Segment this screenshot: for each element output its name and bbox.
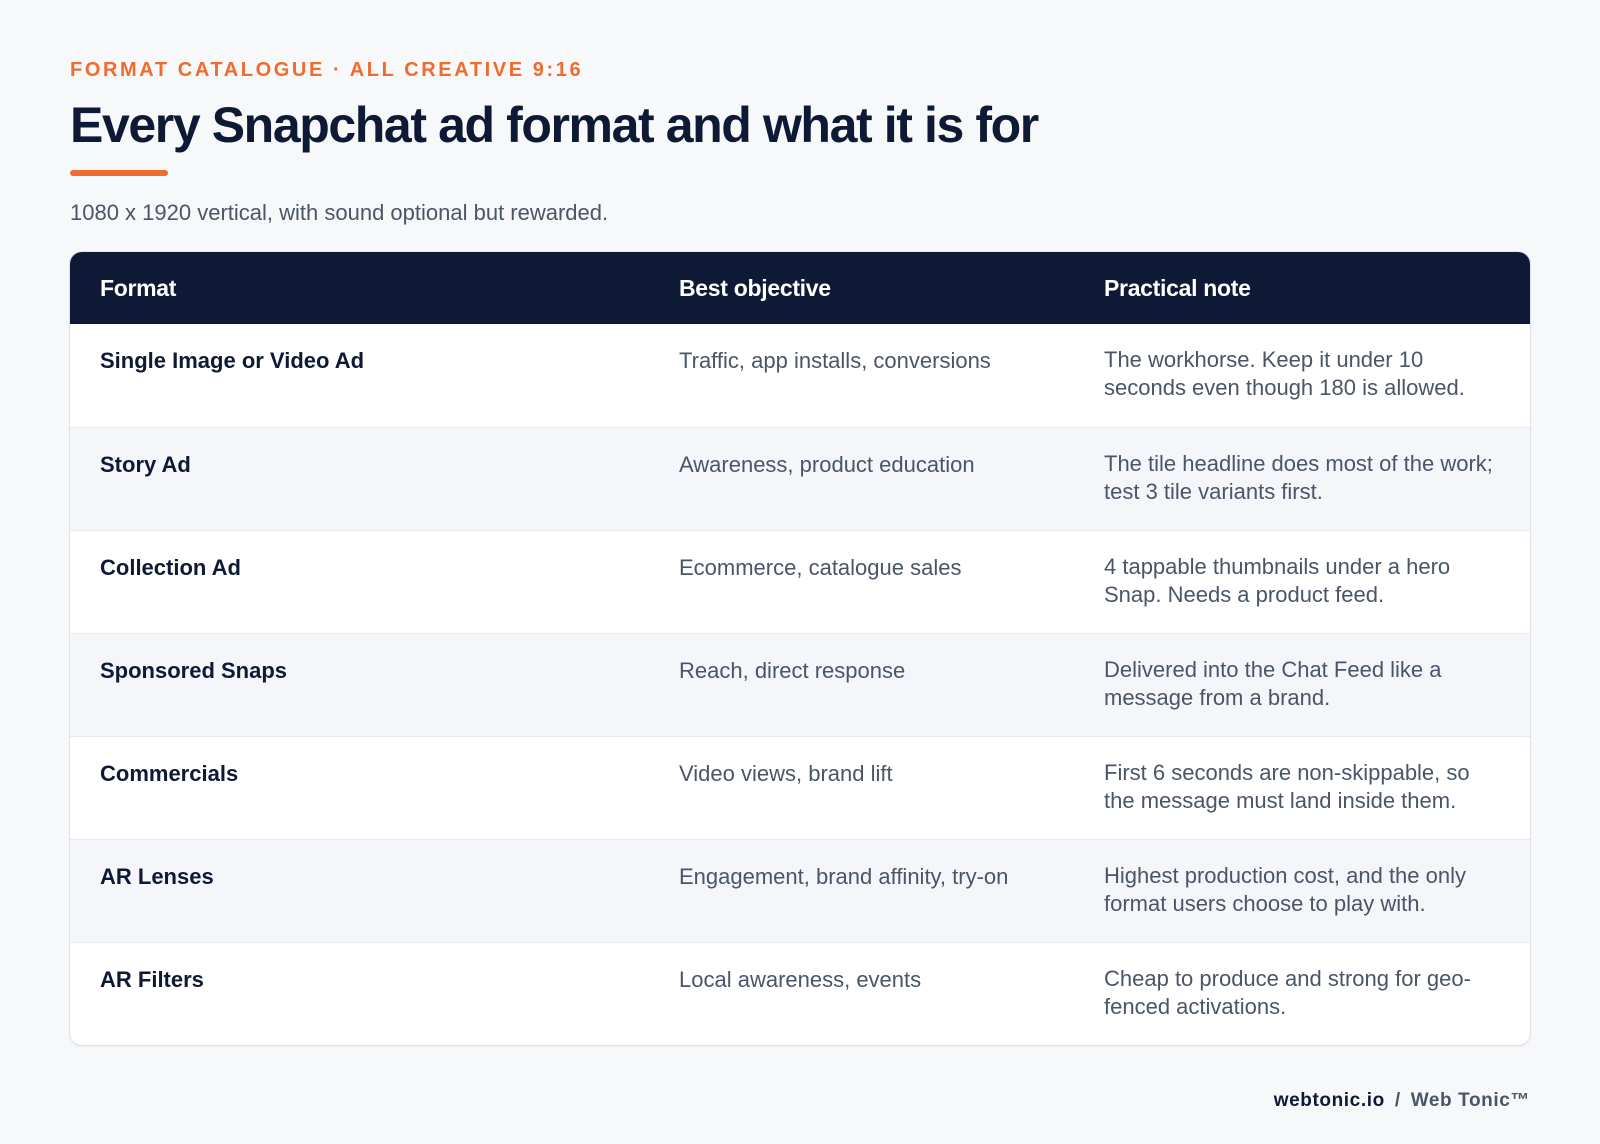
eyebrow-label: FORMAT CATALOGUE · ALL CREATIVE 9:16 [70, 59, 584, 81]
note-cell: First 6 seconds are non-skippable, so the message must land inside them. [1104, 760, 1470, 813]
note-cell: The tile headline does most of the work; test 3 tile variants first. [1104, 451, 1493, 504]
objective-cell: Engagement, brand affinity, try-on [679, 864, 1009, 889]
note-cell: 4 tappable thumbnails under a hero Snap. Needs a product feed. [1104, 554, 1451, 607]
column-header-format: Format [100, 274, 177, 301]
column-header-note: Practical note [1104, 274, 1251, 301]
note-cell: Cheap to produce and strong for geo-fenced activations. [1104, 966, 1471, 1019]
table-row [70, 839, 1530, 942]
format-cell: Collection Ad [100, 555, 241, 580]
page-subtitle: 1080 x 1920 vertical, with sound optional but rewarded. [70, 200, 609, 225]
table-row [70, 942, 1530, 1045]
note-cell: Delivered into the Chat Feed like a message from a brand. [1104, 657, 1442, 710]
table-row [70, 736, 1530, 839]
objective-cell: Awareness, product education [679, 452, 975, 477]
objective-cell: Video views, brand lift [679, 761, 893, 786]
table-row [70, 427, 1530, 530]
formats-table [70, 252, 1530, 1045]
format-cell: Sponsored Snaps [100, 658, 288, 683]
table-header [70, 252, 1530, 324]
format-cell: Commercials [100, 761, 239, 786]
column-header-objective: Best objective [679, 274, 831, 301]
table-row [70, 633, 1530, 736]
objective-cell: Local awareness, events [679, 967, 922, 992]
format-cell: AR Filters [100, 967, 204, 992]
format-cell: Single Image or Video Ad [100, 348, 365, 373]
format-cell: AR Lenses [100, 864, 214, 889]
footer-separator: / [1394, 1090, 1401, 1111]
note-cell: The workhorse. Keep it under 10 seconds even though 180 is allowed. [1104, 347, 1465, 400]
table-row [70, 324, 1530, 427]
page-container [70, 56, 1530, 1045]
table-body [70, 324, 1530, 1045]
table-row [70, 530, 1530, 633]
objective-cell: Ecommerce, catalogue sales [679, 555, 962, 580]
title-accent-bar [70, 170, 168, 176]
footer-brand: Web Tonic™ [1410, 1090, 1530, 1111]
page-title: Every Snapchat ad format and what it is for [70, 97, 1038, 153]
footer-credit [1274, 1088, 1530, 1114]
note-cell: Highest production cost, and the only format users choose to play with. [1104, 863, 1467, 916]
format-cell: Story Ad [100, 452, 191, 477]
objective-cell: Traffic, app installs, conversions [679, 348, 991, 373]
objective-cell: Reach, direct response [679, 658, 906, 683]
footer-domain: webtonic.io [1273, 1090, 1385, 1111]
